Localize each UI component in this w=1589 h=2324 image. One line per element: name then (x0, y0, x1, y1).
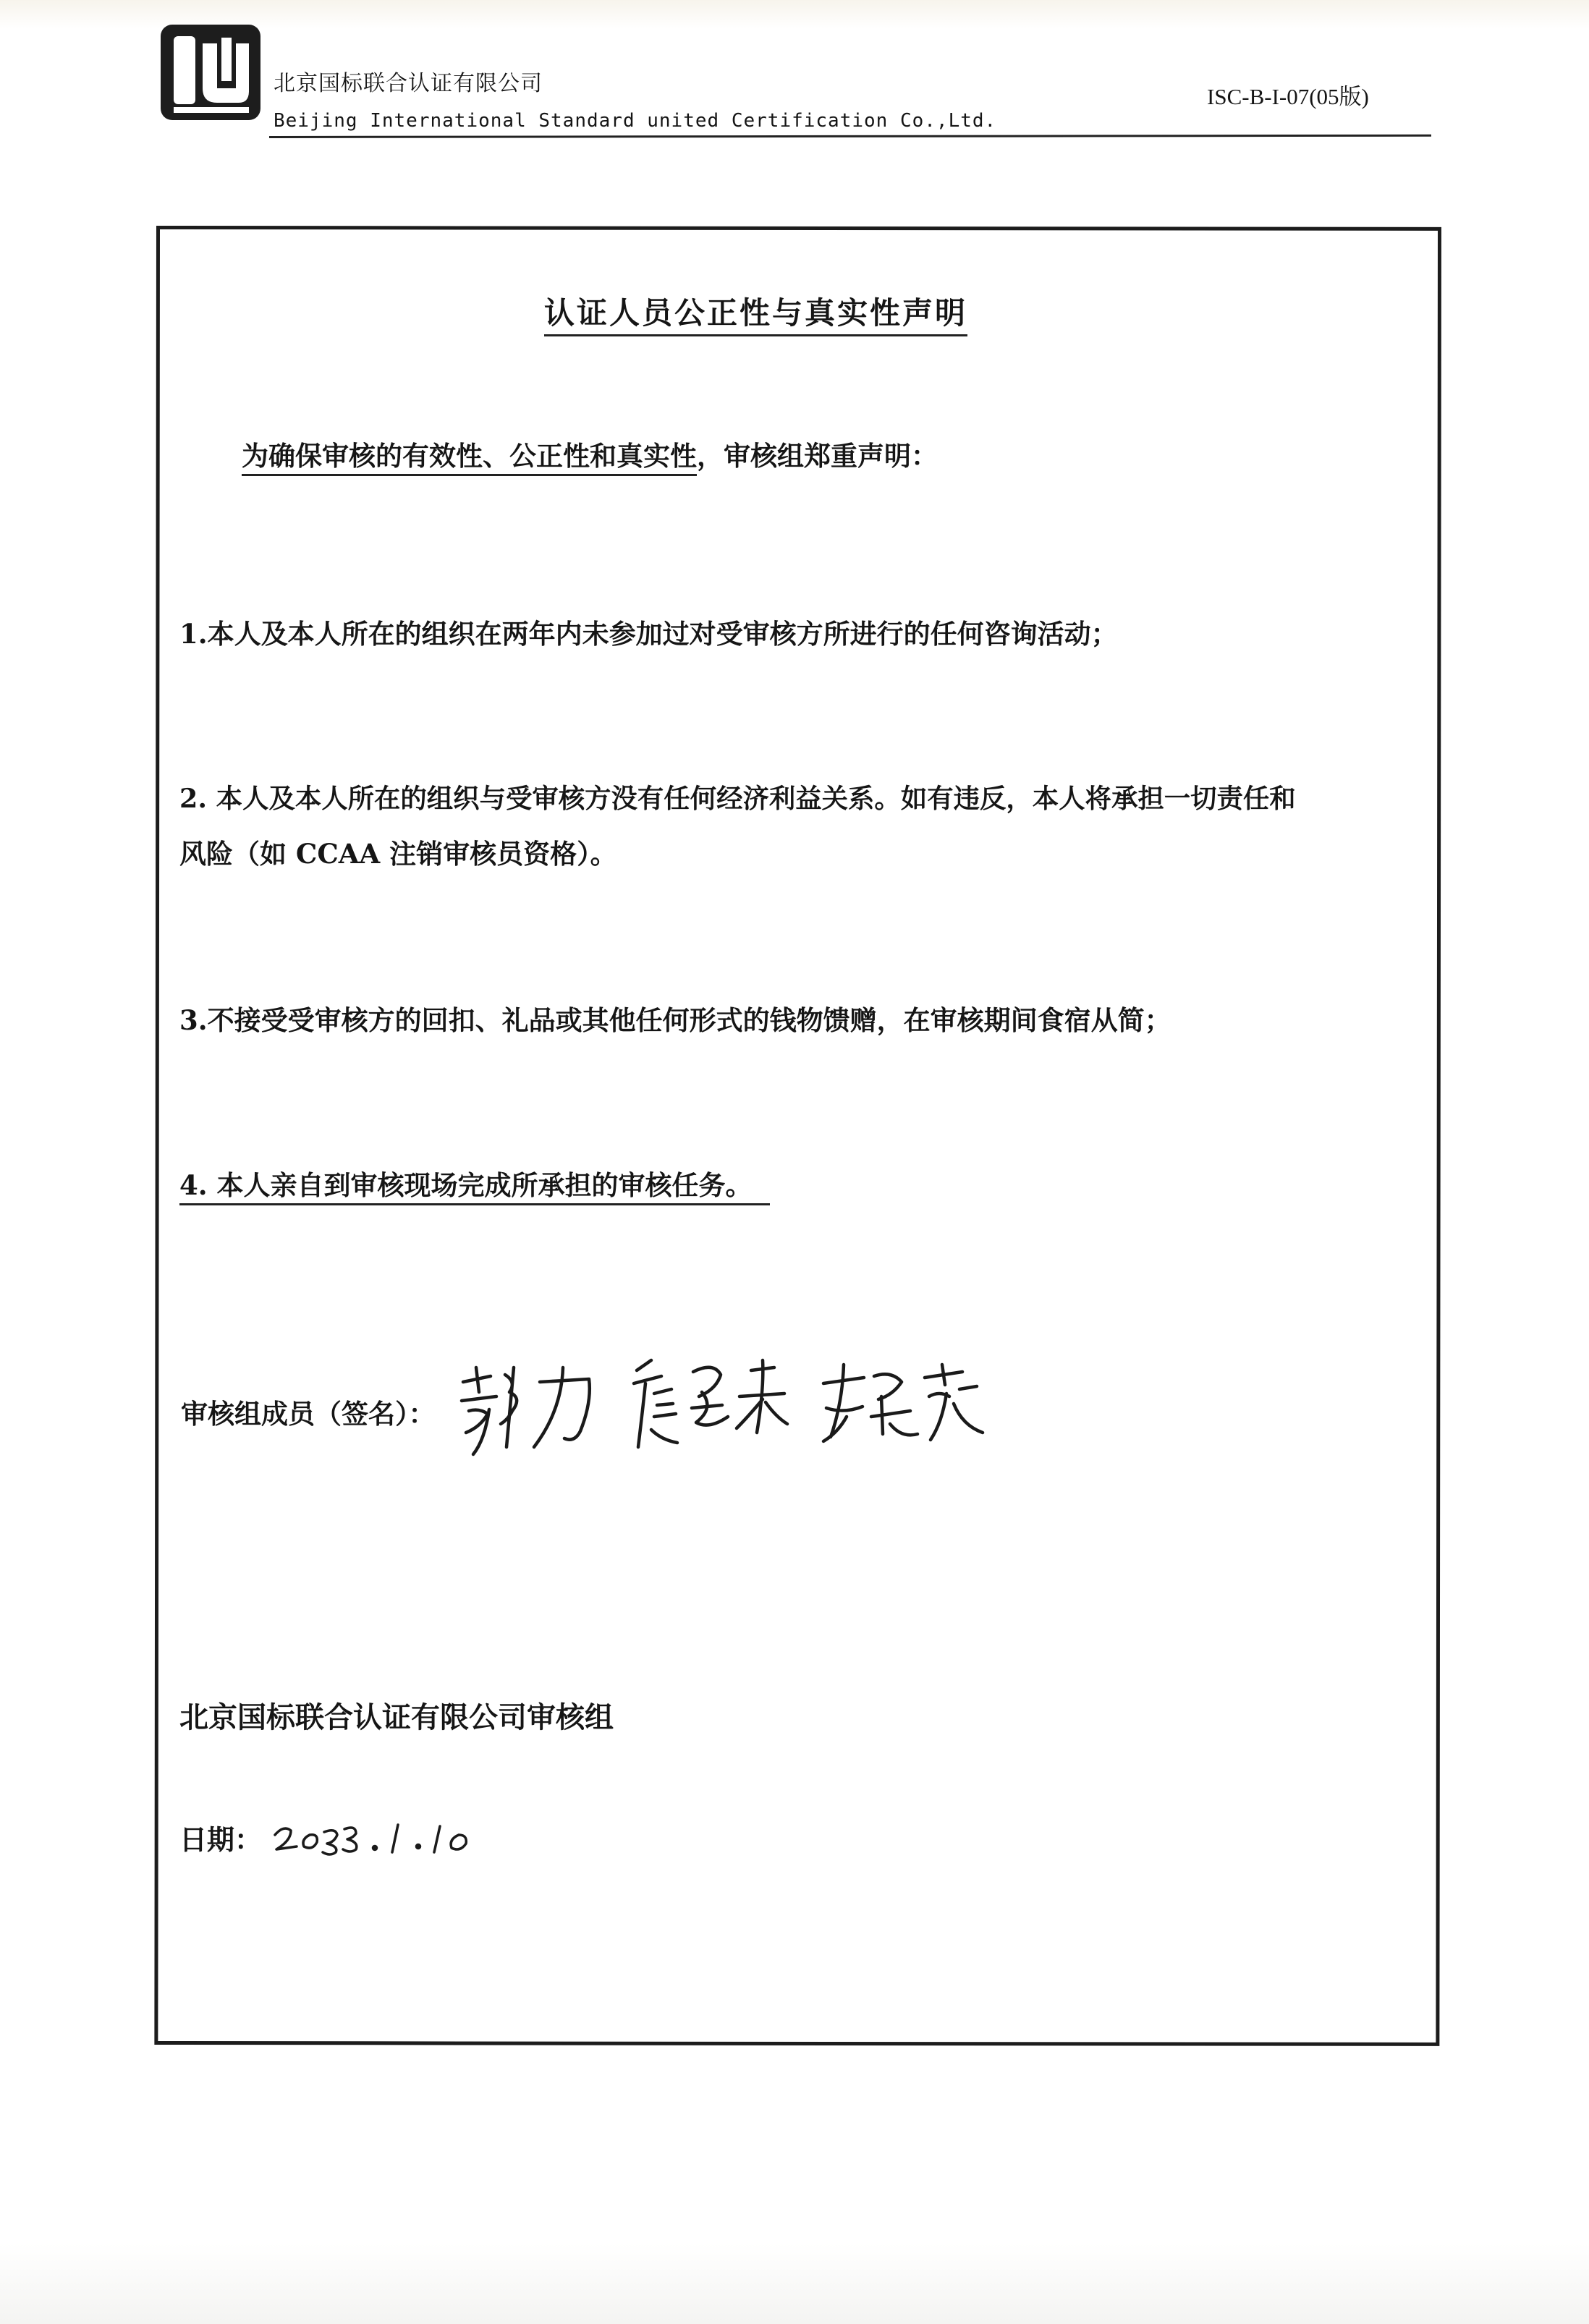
intro-rest-text: ，审核组郑重声明： (697, 440, 938, 472)
declaration-frame (154, 226, 1441, 2046)
intro-underlined-text: 为确保审核的有效性、公正性和真实性 (242, 440, 697, 476)
isc-logo-icon (158, 22, 263, 123)
declaration-item-3: 3.不接受受审核方的回扣、礼品或其他任何形式的钱物馈赠，在审核期间食宿从简； (179, 1004, 1171, 1036)
declaration-item-1: 1.本人及本人所在的组织在两年内未参加过对受审核方所进行的任何咨询活动； (179, 618, 1118, 650)
company-name-en: Beijing International Standard united Certification Co.,Ltd. (274, 110, 997, 132)
signature-label: 审核组成员（签名）： (181, 1398, 436, 1430)
declaration-title: 认证人员公正性与真实性声明 (544, 289, 967, 336)
declaration-item-4 (179, 1169, 770, 1201)
declaration-item-4-text: 4. 本人亲自到审核现场完成所承担的审核任务。 (179, 1169, 770, 1205)
company-name-cn: 北京国标联合认证有限公司 (274, 71, 543, 96)
date-label: 日期： (179, 1823, 263, 1856)
document-code: ISC-B-I-07(05版) (1207, 84, 1369, 109)
intro-paragraph (242, 440, 938, 472)
handwritten-signatures (447, 1339, 997, 1476)
declaration-item-2-line1: 2. 本人及本人所在的组织与受审核方没有任何经济利益关系。如有违反，本人将承担一切责任和 (179, 783, 1296, 814)
declaration-item-2-line2: 风险（如 CCAA 注销审核员资格）。 (179, 838, 617, 870)
header-divider (269, 135, 1431, 138)
audit-team-name: 北京国标联合认证有限公司审核组 (179, 1700, 614, 1734)
handwritten-date (269, 1806, 479, 1864)
